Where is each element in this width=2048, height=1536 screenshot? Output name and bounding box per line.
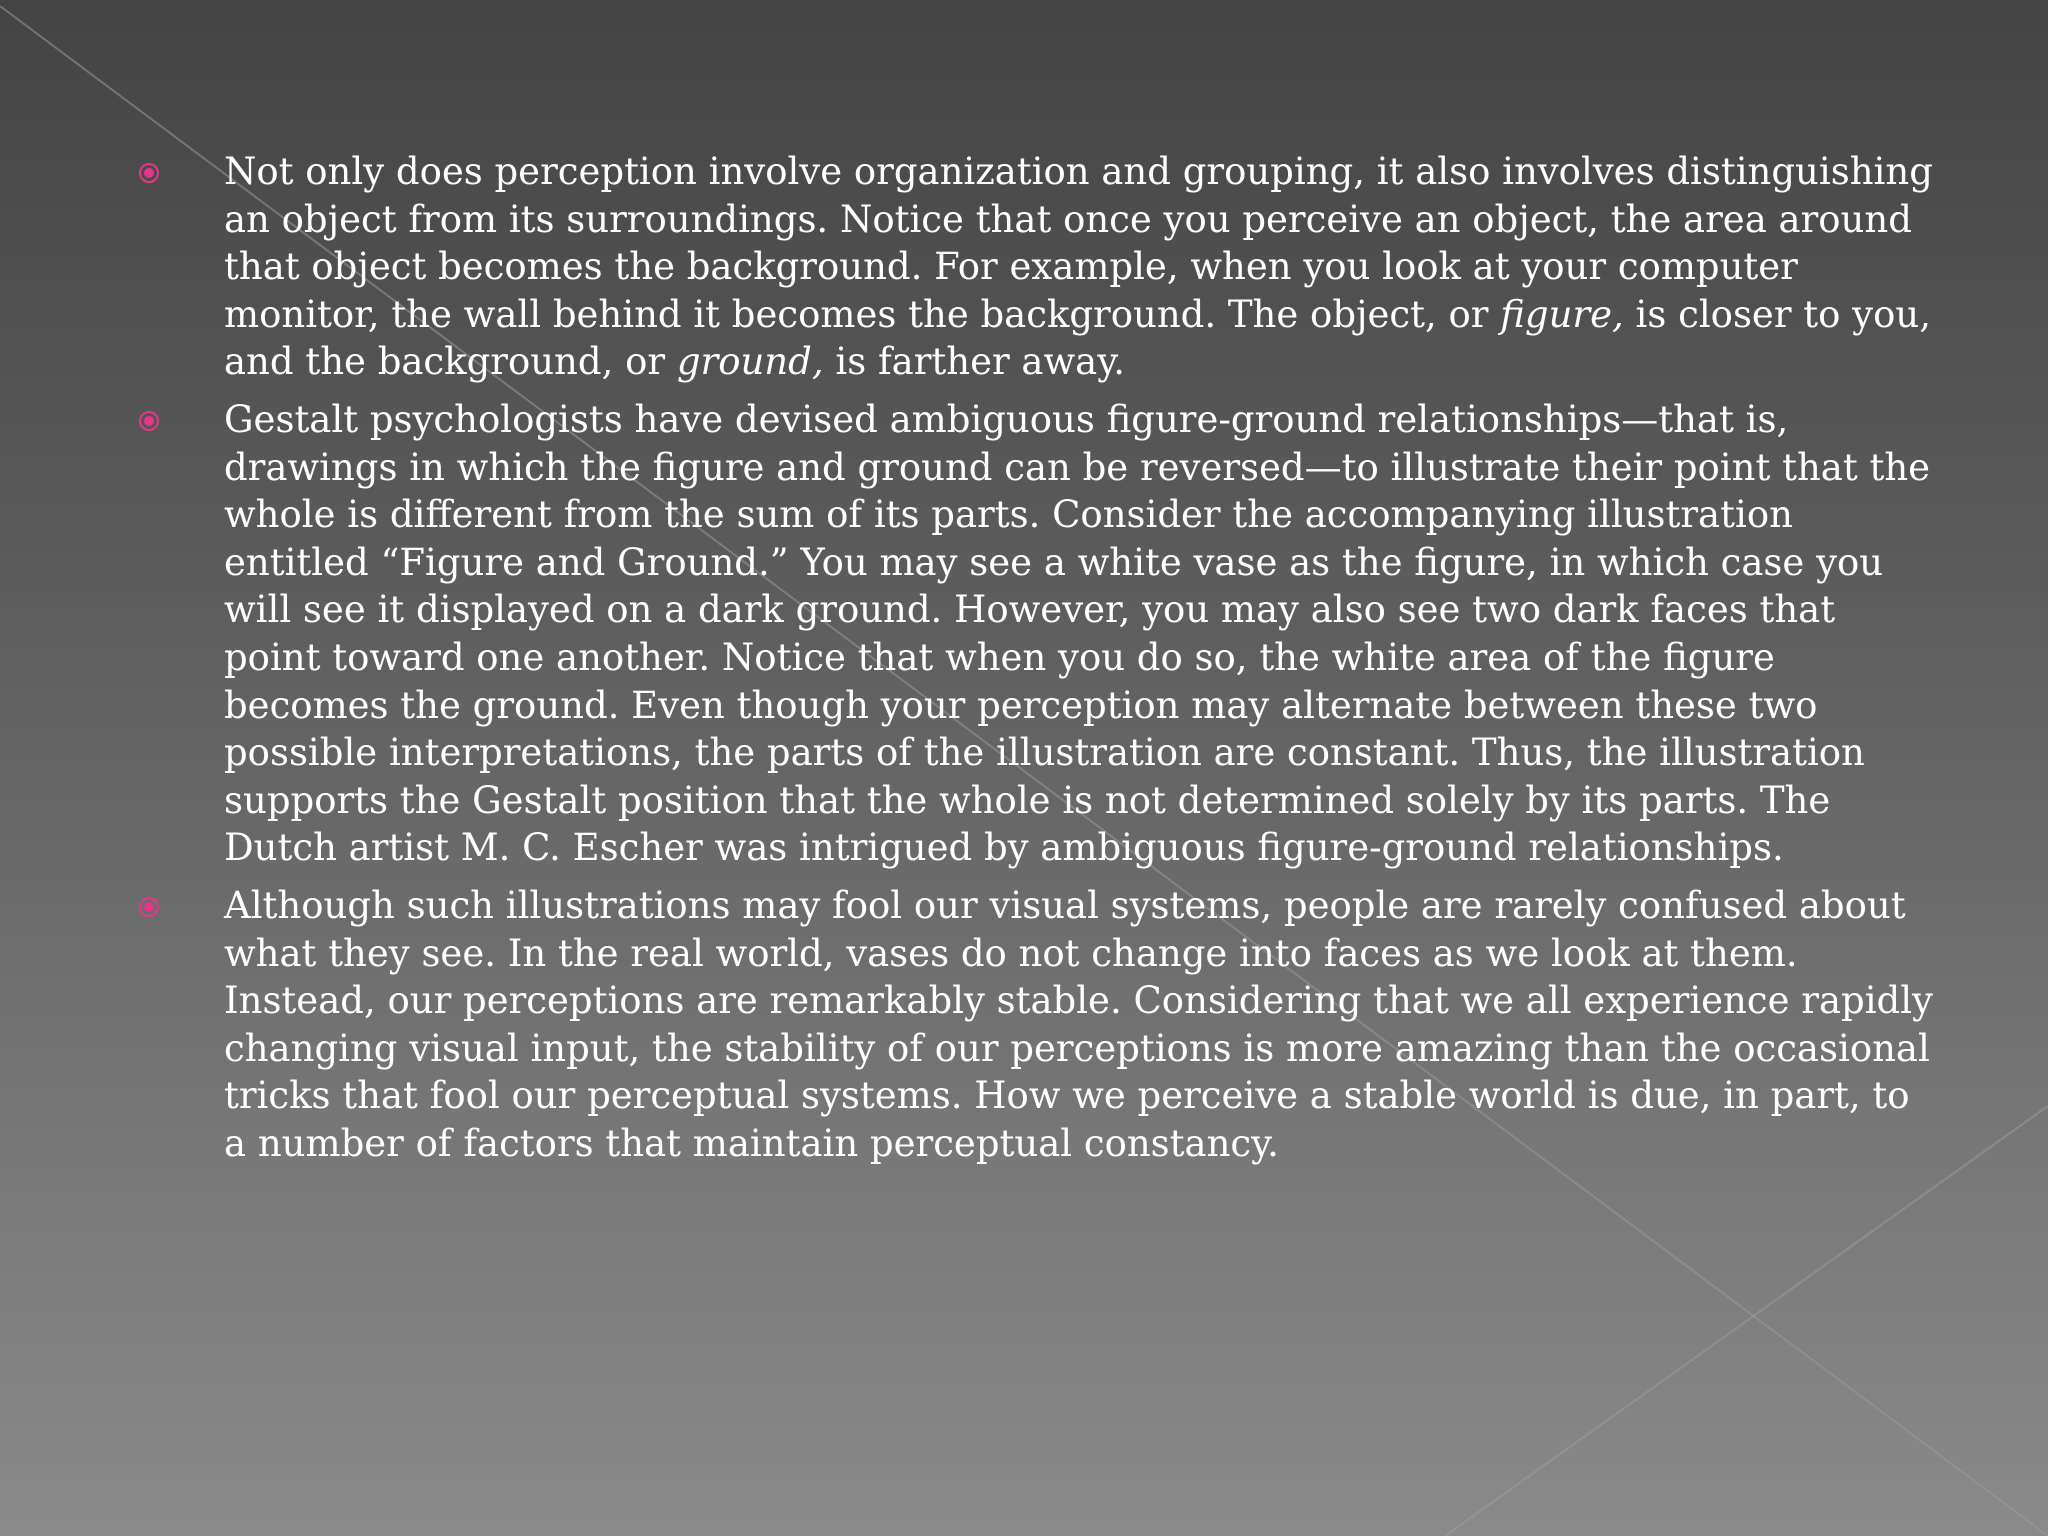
bullet-item — [134, 396, 1934, 872]
bullet-paragraph — [224, 882, 1934, 1168]
text-run: Although such illustrations may fool our visual systems, people are rarely confused about what they see. In the real world, vases do not change into faces as we look at them. Instead, our perceptions are remarkably stable. Considering that we all experience rapidly changing visual input, the stability of our perceptions is more amazing than the occasional tricks that fool our perceptual systems. How we perceive a stable world is due, in part, to a number of factors that maintain perceptual constancy. — [224, 883, 1933, 1165]
slide-content — [134, 148, 1934, 1177]
radio-bullet-icon — [138, 162, 160, 184]
bullet-item — [134, 882, 1934, 1168]
radio-bullet-icon — [138, 896, 160, 918]
bullet-item — [134, 148, 1934, 386]
bullet-paragraph — [224, 148, 1934, 386]
text-run: is closer to you, and the background, or — [224, 292, 1931, 384]
italic-term-figure: figure, — [1500, 292, 1624, 336]
text-run: Gestalt psychologists have devised ambiguous figure-ground relationships—that is, drawings in which the figure and ground can be reversed—to illustrate their point that the whole is different from the sum of its parts. Consider the accompanying illustration entitled “Figure and Ground.” You may see a white vase as the figure, in which case you will see it displayed on a dark ground. However, you may also see two dark faces that point toward one another. Notice that when you do so, the white area of the figure becomes the ground. Even though your perception may alternate between these two possible interpretations, the parts of the illustration are constant. Thus, the illustration supports the Gestalt position that the whole is not determined solely by its parts. The Dutch artist M. C. Escher was intrigued by ambiguous figure-ground relationships. — [224, 397, 1931, 870]
italic-term-ground: ground, — [676, 340, 824, 384]
text-run: is farther away. — [823, 340, 1125, 384]
radio-bullet-icon — [138, 410, 160, 432]
bullet-paragraph — [224, 396, 1934, 872]
text-run: Not only does perception involve organization and grouping, it also involves distinguishing an object from its surroundings. Notice that once you perceive an object, the area around that object becomes the background. For example, when you look at your computer monitor, the wall behind it becomes the background. The object, or — [224, 150, 1933, 336]
